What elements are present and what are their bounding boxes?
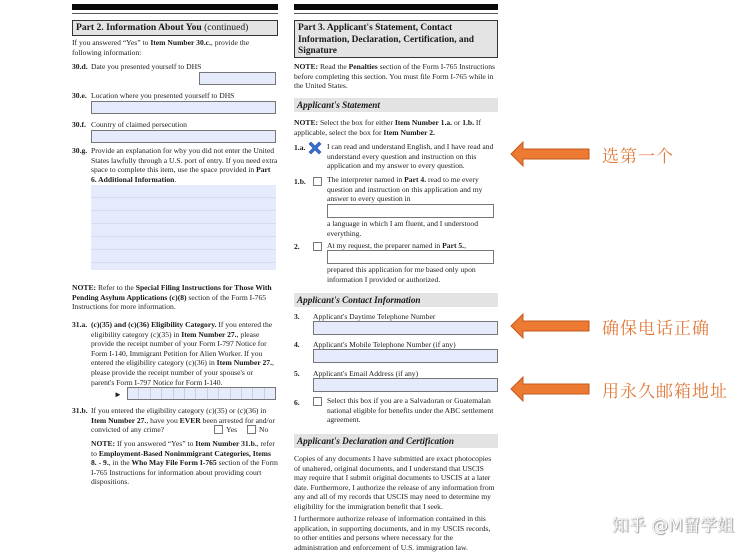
english-checkbox-checked[interactable] — [307, 140, 323, 156]
explanation-textarea[interactable] — [91, 185, 276, 270]
preparer-field[interactable] — [327, 250, 494, 264]
part2-suffix: (continued) — [204, 22, 249, 33]
left-arrow-icon — [510, 313, 590, 339]
left-arrow-icon — [510, 141, 590, 167]
top-thin-rule-right — [294, 13, 498, 14]
q30e-label: Location where you presented yourself to DHS — [91, 91, 235, 100]
preparer-checkbox[interactable] — [313, 242, 322, 251]
q6-text: Select this box if you are a Salvadoran or Guatemalan national eligible for benefits under the ABC settlement agreement. — [327, 396, 494, 425]
asylum-note: NOTE: Refer to the Special Filing Instructions for Those With Pending Asylum Applications (c)(8) section of the Form I-765 Instructions for more information. — [72, 283, 272, 312]
top-rule-right — [294, 4, 498, 10]
annotation-phone-correct — [510, 313, 710, 339]
part2-intro: If you answered “Yes” to Item Number 30.c., provide the following information: — [72, 38, 250, 57]
date-presented-field[interactable] — [199, 72, 276, 85]
part2-header — [72, 20, 278, 36]
annotation-text: 用永久邮箱地址 — [602, 381, 728, 402]
statement-note: NOTE: Select the box for either Item Number 1.a. or 1.b. If applicable, select the box for Item Number 2. — [294, 118, 481, 137]
annotation-select-first — [510, 141, 674, 167]
q4-number: 4. — [294, 340, 300, 349]
declaration-heading: Applicant's Declaration and Certification — [294, 434, 498, 448]
pointer-icon: ► — [114, 390, 122, 399]
q5-label: Applicant's Email Address (if any) — [313, 369, 419, 378]
applicant-statement-heading: Applicant's Statement — [294, 98, 498, 112]
q1a-text: I can read and understand English, and I have read and understand every question and instruction on this application and my answer to every question. — [327, 142, 494, 171]
top-rule-left — [72, 4, 278, 10]
part2-title: Part 2. Information About You — [76, 22, 202, 33]
interpreter-language-field[interactable] — [327, 204, 494, 218]
top-thin-rule-left — [72, 13, 278, 14]
arrested-no-label: No — [259, 425, 269, 434]
annotation-text: 确保电话正确 — [602, 318, 710, 339]
left-arrow-icon — [510, 376, 590, 402]
mobile-phone-field[interactable] — [313, 349, 498, 363]
part3-header: Part 3. Applicant's Statement, Contact Information, Declaration, Certification, and Signature — [294, 20, 498, 58]
q31b-text: If you entered the eligibility category (c)(35) or (c)(36) in Item Number 27., have you EVER been arrested for and/or convicted of any crime? — [91, 406, 275, 435]
x-mark-icon — [307, 140, 323, 156]
q3-number: 3. — [294, 312, 300, 321]
q6-number: 6. — [294, 398, 300, 407]
declaration-paragraph-2: I furthermore authorize release of information contained in this application, in supporting documents, and in my USCIS records, to other entities and persons where necessary for the administration and enforcement of U.S. immigration law. — [294, 514, 491, 552]
declaration-paragraph-1: Copies of any documents I have submitted are exact photocopies of unaltered, original documents, and I understand that USCIS may require that I submit original documents to USCIS at a later date. Furthermore, I authorize the release of any information from any and all of my records that USCIS may need to determine my eligibility for the immigration benefit that I seek. — [294, 454, 495, 511]
q30g-text: Provide an explanation for why you did not enter the United States lawfully through a U.S. port of entry. If you need extra space to complete this item, use the space provided in Part 6. Additional Information. — [91, 146, 278, 184]
q30e-number: 30.e. — [72, 91, 87, 100]
location-presented-field[interactable] — [91, 101, 276, 114]
q31b-number: 31.b. — [72, 406, 88, 415]
q1b-number: 1.b. — [294, 177, 306, 186]
daytime-phone-field[interactable] — [313, 321, 498, 335]
contact-info-heading: Applicant's Contact Information — [294, 293, 498, 307]
arrested-no-checkbox[interactable] — [247, 425, 256, 434]
q30d-number: 30.d. — [72, 62, 88, 71]
interpreter-checkbox[interactable] — [313, 177, 322, 186]
q30d-label: Date you presented yourself to DHS — [91, 62, 202, 71]
q30g-number: 30.g. — [72, 146, 88, 155]
arrested-yes-label: Yes — [226, 425, 238, 434]
q1b-after: a language in which I am fluent, and I understood everything. — [327, 219, 478, 238]
q31a-text: (c)(35) and (c)(36) Eligibility Category. If you entered the eligibility category (c)(35) in Item Number 27., please provide the receipt number of your Form I-797 Notice for Form I-140, Immigrant Petition for Alien Worker. If you entered the eligibility category (c)(36) in Item Number 27., please provide the receipt number of your spouse's or parent's Form I-797 Notice for Form I-140. — [91, 320, 274, 387]
abc-settlement-checkbox[interactable] — [313, 397, 322, 406]
q1a-number: 1.a. — [294, 143, 306, 152]
arrested-yes-checkbox[interactable] — [214, 425, 223, 434]
annotation-text: 选第一个 — [602, 146, 674, 167]
q4-label: Applicant's Mobile Telephone Number (if any) — [313, 340, 456, 349]
q5-number: 5. — [294, 369, 300, 378]
q3-label: Applicant's Daytime Telephone Number — [313, 312, 436, 321]
q1b-text: The interpreter named in Part 4. read to me every question and instruction on this application and my answer to every question in — [327, 175, 483, 204]
court-dispositions-note: NOTE: If you answered “Yes” to Item Number 31.b., refer to Employment-Based Nonimmigrant Categories, Items 8. - 9., in the Who May File Form I-765 section of the Form I-765 Instructions for information about providing court dispositions. — [91, 439, 278, 487]
country-persecution-field[interactable] — [91, 130, 276, 143]
penalties-note: NOTE: Read the Penalties section of the Form I-765 Instructions before completing this section. You must file Form I-765 while in the United States. — [294, 62, 496, 91]
q2-number: 2. — [294, 242, 300, 251]
watermark: 知乎 @M留学姐 — [612, 516, 735, 536]
q31a-number: 31.a. — [72, 320, 88, 329]
receipt-number-field[interactable] — [127, 387, 276, 400]
q2-after: prepared this application for me based only upon information I provided or authorized. — [327, 265, 476, 284]
q2-text: At my request, the preparer named in Part 5., — [327, 241, 466, 250]
q30f-label: Country of claimed persecution — [91, 120, 187, 129]
q30f-number: 30.f. — [72, 120, 86, 129]
annotation-permanent-email — [510, 376, 728, 402]
email-field[interactable] — [313, 378, 498, 392]
